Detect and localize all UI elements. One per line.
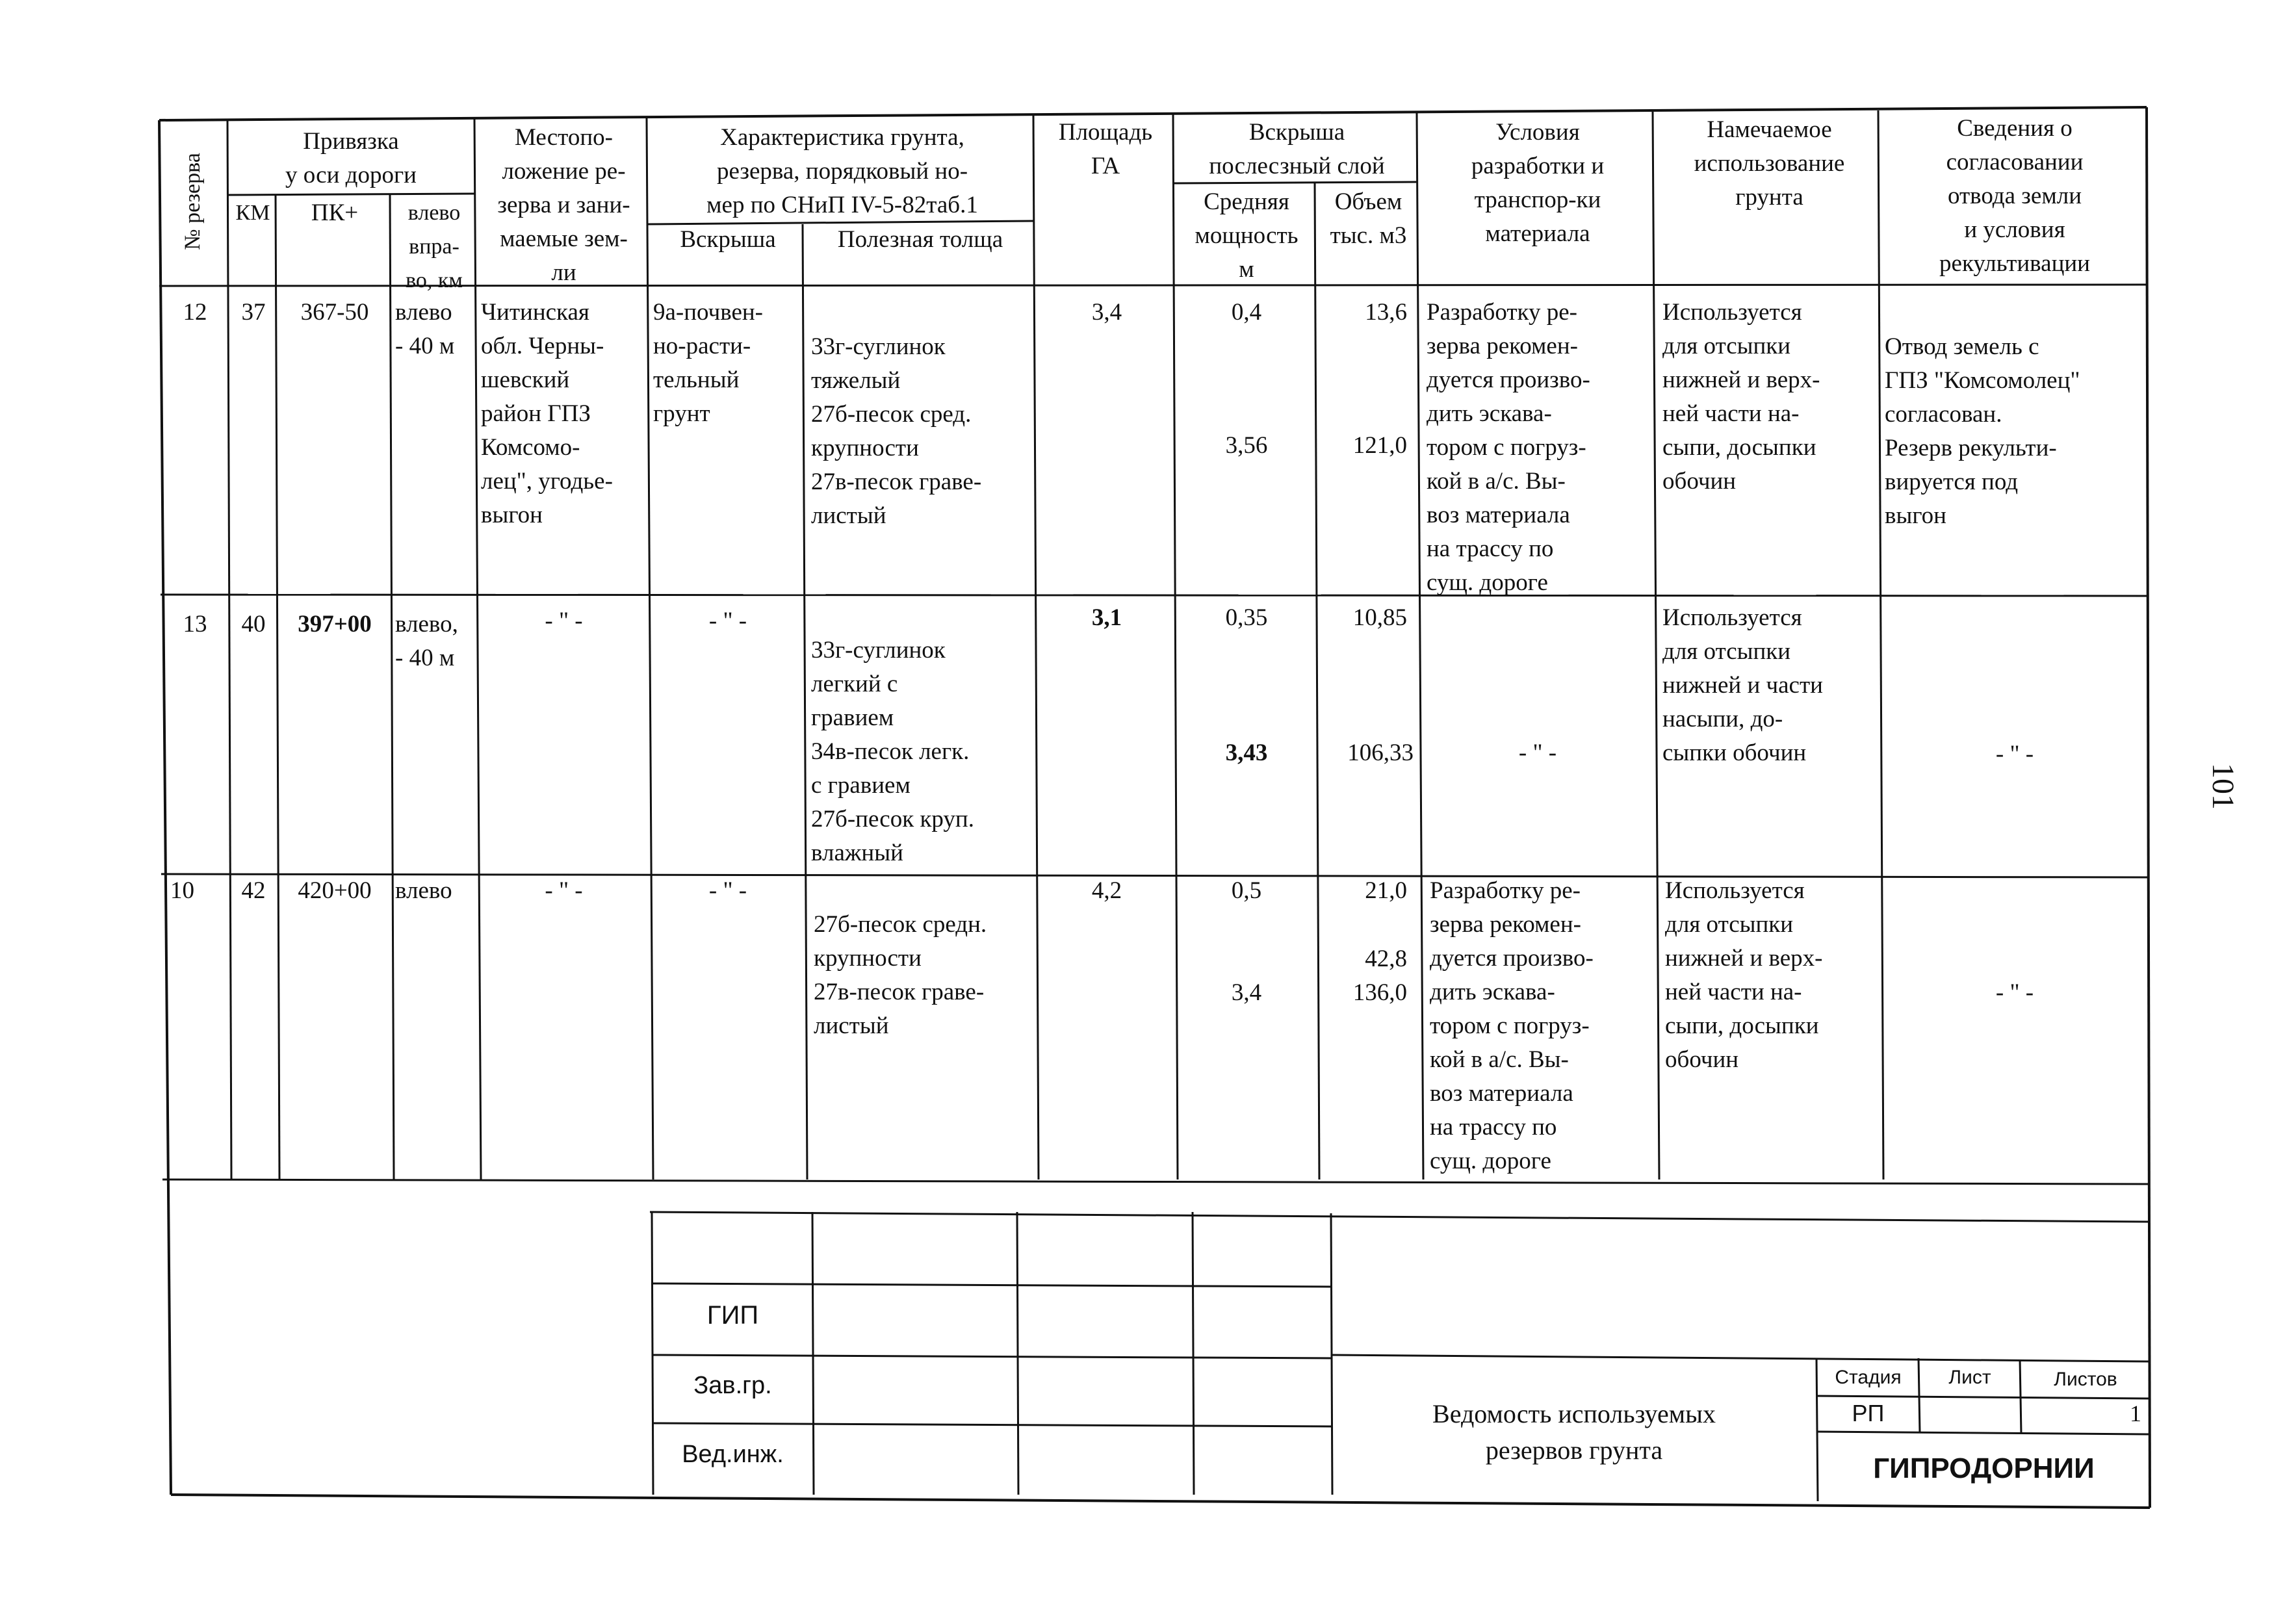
row1-thick1: 0,4: [1231, 299, 1262, 326]
row1-overburden: 9а-почвен- но-расти- тельный грунт: [653, 299, 763, 427]
row3-side: влево: [395, 877, 452, 904]
row1-approval: Отвод земель с ГПЗ "Комсомолец" согласован. Резерв рекульти- вируется под выгон: [1885, 333, 2080, 529]
row1-useful: 33г-суглинок тяжелый 27б-песок сред. крупности 27в-песок граве- листый: [811, 333, 982, 529]
header-pk: ПК+: [311, 200, 359, 226]
row2-side: влево, - 40 м: [395, 611, 458, 671]
row2-overburden: - " -: [708, 608, 747, 634]
header-avg-thickness: Средняя мощность м: [1195, 188, 1299, 283]
header-soil-characteristic: Характеристика грунта, резерва, порядковый но- мер по СНиП IV-5-82таб.1: [706, 124, 978, 218]
row2-num: 13: [183, 611, 207, 638]
row1-thick2: 3,56: [1225, 432, 1268, 459]
header-km: КМ: [235, 201, 270, 225]
header-binding: Привязка у оси дороги: [285, 128, 417, 188]
row3-vol1: 21,0: [1365, 877, 1407, 904]
organization-name: ГИПРОДОРНИИ: [1873, 1452, 2095, 1484]
header-useful-layer: Полезная толща: [837, 226, 1003, 253]
row3-km: 42: [241, 877, 266, 904]
row3-overburden: - " -: [708, 877, 747, 904]
row3-thick1: 0,5: [1231, 877, 1262, 904]
row2-km: 40: [241, 611, 266, 638]
row1-usage: Используется для отсыпки нижней и верх- ней части на- сыпи, досыпки обочин: [1662, 299, 1820, 495]
row3-pk: 420+00: [298, 877, 372, 904]
row1-vol1: 13,6: [1365, 299, 1407, 326]
header-approval: Сведения о согласовании отвода земли и условия рекультивации: [1939, 115, 2090, 277]
stamp-gip: ГИП: [706, 1301, 759, 1330]
header-overburden: Вскрыша: [680, 226, 776, 253]
row3-approval: - " -: [1995, 979, 2034, 1006]
stamp-sheets-label: Листов: [2054, 1369, 2117, 1390]
stamp-sheet-label: Лист: [1948, 1367, 1991, 1388]
row1-location: Читинская обл. Черны- шевский район ГПЗ Комсомо- лец", угодье- выгон: [481, 299, 613, 528]
header-reserve-number: № резерва: [181, 153, 205, 250]
row2-location: - " -: [545, 608, 583, 634]
document-title: Ведомость используемых резервов грунта: [1432, 1399, 1716, 1465]
row2-usage: Используется для отсыпки нижней и части насыпи, до- сыпки обочин: [1662, 604, 1823, 766]
row1-pk: 367-50: [300, 299, 369, 326]
row3-conditions: Разработку ре- зерва рекомен- дуется произво- дить эскава- тором с погруз- кой в а/с. Вы- воз материала на трассу по сущ. дороге: [1430, 877, 1594, 1174]
row2-useful: 33г-суглинок легкий с гравием 34в-песок легк. с гравием 27б-песок круп. влажный: [811, 637, 974, 866]
header-usage: Намечаемое использование грунта: [1694, 116, 1845, 211]
row2-thick2: 3,43: [1225, 740, 1268, 766]
row1-conditions: Разработку ре- зерва рекомен- дуется произво- дить эскава- тором с погруз- кой в а/с. Вы- воз материала на трассу по сущ. дороге: [1427, 299, 1590, 596]
row1-num: 12: [183, 299, 207, 326]
row2-pk: 397+00: [298, 611, 372, 638]
row2-area: 3,1: [1091, 604, 1122, 631]
row3-useful: 27б-песок средн. крупности 27в-песок граве- листый: [814, 911, 987, 1039]
row2-thick1: 0,35: [1225, 604, 1268, 631]
row3-usage: Используется для отсыпки нижней и верх- ней части на- сыпи, досыпки обочин: [1665, 877, 1823, 1073]
row3-area: 4,2: [1091, 877, 1122, 904]
row2-vol1: 10,85: [1352, 604, 1407, 631]
row3-thick2: 3,4: [1231, 979, 1262, 1006]
header-volume: Объем тыс. м3: [1330, 188, 1407, 249]
row1-km: 37: [241, 299, 266, 326]
row1-area: 3,4: [1091, 299, 1122, 326]
stamp-stage: РП: [1852, 1400, 1885, 1426]
row2-approval: - " -: [1995, 741, 2034, 767]
row3-num: 10: [170, 877, 194, 904]
stamp-zavgr: Зав.гр.: [693, 1372, 772, 1399]
stamp-stage-label: Стадия: [1835, 1367, 1902, 1388]
header-stripping: Вскрыша послесзный слой: [1209, 119, 1385, 179]
row3-vol2: 42,8 136,0: [1352, 946, 1407, 1006]
stamp-vedinzh: Вед.инж.: [682, 1441, 784, 1468]
header-side: влево впра- во, км: [406, 201, 463, 292]
row1-side: влево - 40 м: [395, 299, 455, 359]
header-area: Площадь ГА: [1058, 119, 1153, 179]
page-number: 101: [2206, 763, 2240, 810]
header-conditions: Условия разработки и транспор-ки материала: [1471, 119, 1605, 247]
row3-location: - " -: [545, 877, 583, 904]
header-location: Местопо- ложение ре- зерва и зани- маемые зем- ли: [497, 124, 630, 286]
row2-vol2: 106,33: [1347, 740, 1414, 766]
stamp-sheets: 1: [2130, 1400, 2141, 1426]
row1-vol2: 121,0: [1352, 432, 1407, 459]
row2-conditions: - " -: [1518, 740, 1557, 766]
